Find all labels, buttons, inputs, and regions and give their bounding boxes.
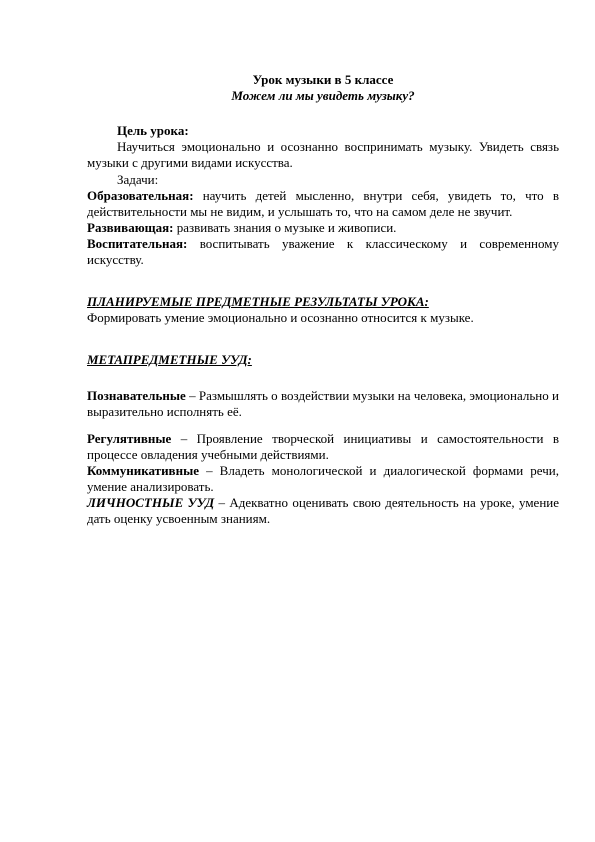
goal-text: Научиться эмоционально и осознанно воспринимать музыку. Увидеть связь музыки с другими видами искусства. [87, 139, 559, 171]
task-educational [87, 188, 559, 220]
goal-heading: Цель урока: [117, 123, 189, 139]
task-developing [87, 220, 559, 236]
task-text: научить детей мысленно, внутри себя, увидеть то, что в действительности мы не видим, и услышать то, что на самом деле не звучит. [87, 187, 559, 219]
task-label: Развивающая: [87, 219, 174, 235]
lesson-subtitle: Можем ли мы увидеть музыку? [231, 88, 415, 104]
meta-text: – Проявление творческой инициативы и самостоятельности в процессе овладения учебными действиями. [87, 430, 559, 462]
title-block [87, 72, 559, 104]
personal-text: – Адекватно оценивать свою деятельность на уроке, умение дать оценку усвоенным знаниям. [87, 495, 560, 527]
task-text: развивать знания о музыке и живописи. [173, 219, 397, 235]
meta-label: Регулятивные [87, 430, 172, 446]
personal-uud [87, 495, 559, 527]
task-label: Образовательная: [87, 187, 194, 203]
meta-label: Коммуникативные [87, 462, 199, 478]
tasks-heading-label: Задачи: [117, 171, 159, 187]
task-label: Воспитательная: [87, 235, 188, 251]
lesson-title: Урок музыки в 5 классе [252, 72, 394, 87]
meta-label: Познавательные [87, 387, 186, 403]
tasks-heading [87, 172, 559, 188]
meta-communicative [87, 463, 559, 495]
meta-text: – Размышлять о воздействии музыки на человека, эмоционально и выразительно исполнять её. [87, 387, 559, 419]
meta-cognitive [87, 388, 559, 420]
meta-text: – Владеть монологической и диалогической формами речи, умение анализировать. [87, 462, 559, 495]
planned-results-heading: ПЛАНИРУЕМЫЕ ПРЕДМЕТНЫЕ РЕЗУЛЬТАТЫ УРОКА: [87, 294, 429, 310]
meta-regulatory [87, 431, 559, 463]
planned-results-text: Формировать умение эмоционально и осознанно относится к музыке. [87, 310, 474, 326]
task-upbringing [87, 236, 559, 268]
personal-label: ЛИЧНОСТНЫЕ УУД [87, 495, 215, 511]
meta-uud-heading: МЕТАПРЕДМЕТНЫЕ УУД: [87, 352, 252, 368]
task-text: воспитывать уважение к классическому и современному искусству. [87, 235, 559, 268]
